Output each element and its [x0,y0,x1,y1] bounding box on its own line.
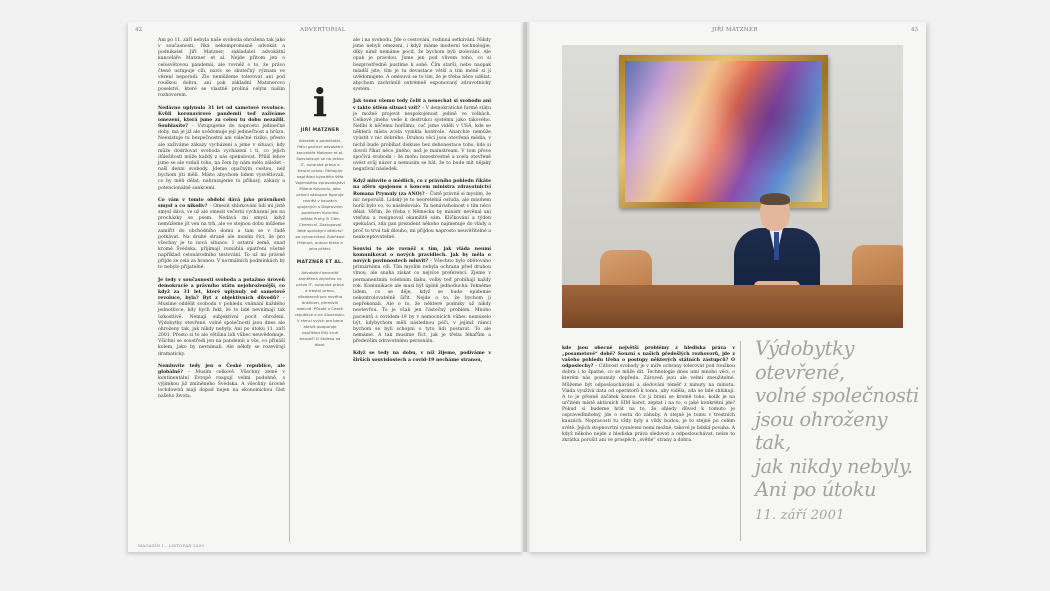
answer: Vstupujeme do naprosto jedinečné doby, má je již ale uvědomuje její jedinečnost a hrůzu. Neexistuje tu bezpečnostní ani válečné riziko, přesto ale zažíváme zákazy vycházení a jsme v situaci, kdy může dodržovat svoboda vycházení i ti, co jejich důležitosti může každý z nás spekulovat. Příliš lehce jsme se ale vzdali toho, na čem by nám mělo záležet – naší denní svobody. Jdeme opačným cestou, než bychom jíti měli. Místo abychom lidem vysvětlovali, co by měli dělat, nahrazujeme to příkazy, zákazy a potencionálně sankcemi. [158,124,286,191]
question: Nemluvíte tedy jen o České republice, ale globálně? [158,363,285,375]
paragraph: Jak tomu všemu tedy čelit a nenechat si svobodu ani v takto útlém situaci vzít? – V demokratické formě státu je možné projevit nespokojenost jedině ve volbách. Celkově jiného vede k destrukci systému jako takového. Nelíbí k něčemu horšímu, coč jsme viděli v USA, kde se některá místa zcela vymkla kontrole. Anarchie nemůže vyústit v nic dobrého. Druhou věcí jsou otevřená média, v nichž bude probíhat diskuse bez dehonestace toho, kdo si dovolí říkat něco jiného, než je mainstream. V tom přece spočívá svoboda – že mohu bezestrestně a zcela otevřeně uvést svůj názor a nemusím se bát, že to bude mít nějaký negativní následek. [353,99,491,173]
paragraph: Co vám v tomto období dává jako právníkovi smysl a co nikoliv? – Omezit shlukování lidí mi jistě smysl dává, ve už ale omezit večerní vycházení jen na procházky se psem. Nedává mi smysl, když nemůžeme jít ven na trh, ale ve stejnou dobu můžeme zamířit do obchodního domu a tam se v řadě potkávat. Na druhé straně ale musím říct, že pro všechny je to nová situace. I ostatní země, snad kromě Švédska, přijímají rozsáhlá opatření všetně například celonárodního testování. To už mi právně příjde ze celá za hranou. V normálních podmínkách by to nebylo přijatelné. [158,197,285,271]
paragraph: Ani po 11. září nebyla naše svoboda ohrožena tak jako v současnosti, říká nekompromisně advokát a podnikatel Jiří Matzner, zakladatel advokátní kanceláře Matzner et al. Nejde přitom jen o celosvětovou pandemii, ale rovněž o to, že právo čtené ustupuje cíli, navíc se skutečný význam ve vězení neporadí. Zlo nemůžeme tolerovat ani pod rouškou dobra, ani pak základní Matznerovo poselství, které se vlastně prolíná celým naším rozhovorem. [158,38,285,99]
pull-quote [755,337,920,527]
paragraph: Když mluvíte o médiích, co z právního pohledu říkáte na aféru spojenou s koncem ministra zdravotnictví Romana Prymuly (za ANO)? – Čistě právně si myslím, že nic neporušil. Lidský je to neoretelná ostuda, ale mnohem horší bylo co, to následovalo. Ta nenávisholnost s tím něco dělat. Věřím, že třeba v Německu by ministr nevěnal ani vteřinu a resignoval okamžitě sám. Kličkování a týden spekulací, zda pan prezident někoho najmenuje do vlády a proč to trvá tak dlouho, mi přijdou naprosto neuvěřitelné a neakceptovatelné. [353,179,491,240]
sidebar-title: JIŘÍ MATZNER [300,128,340,133]
table [562,285,903,328]
answer: Citlivost svobody je v míře ochrany tolerovat pod rouškou dobra i to špatné, co se může dít. Technologie dnes umí mnoho věcí, o kterém nás posunuly dopředu. Zároveň jsou ale velmi zneužitelné. Můžeme být odposlouchávání a sledováni téměř z minuty na minutu. Vláda využívá data od operátorů k tomu, aby viděla, zda se lidé shlukují. A to je přesně začátek konce. Co ji brání se kromě toho, kolik je na určitém místě aktivních SIM karet, zeptat i na to, o jaké konkrétní jde? Pokud si budeme hrát na to, že ohledy důvod k tomuto je ospravedlnitelný, jde o cestu do záhuby. A stejně je tomu v trestních kauzách. Nepravosti tu vždy byly a vždy budou, je to stejné po celém světě. Jejich stopnovrtní vysnívení nemí možné, takové je lidská povaha. A když někoho nejde z hlediska práva sledovat a odposlouchávat, nelze to zkrátka porušit ani ve prospěch „světlé“ strany a dobra. [562,364,735,443]
question: Jak tomu všemu tedy čelit a nenechat si svobodu ani v takto útlém situaci vzít? [353,99,491,111]
answer: Musíme oddělit svobodu v pohledu vnímání každého jednotlivce, kdy bych řekl, že to lidé nevnímají tak úzkostlivě. Nemají subjektivní pocit ohrožení. Výdobytky otevřené, volné společnosti jsou dnes ale ohroženy tak, jak nikdy nebyly. Ani po útoku 11. září 2001. Přesto si to ale většina lidí vůbec neuvědomuje. Všichni se soustředí jen na pandemii a vše, co přináší kolem, jako by nevnímali. Ale někdy se rozevírají dramaticky. [158,302,285,357]
right-page [527,22,926,552]
answer: Musím celkově. Všechny země v kontinentální Evropě reagují velmi podobně, s výjimkou již zmíněného Švédska. A všechny úrovně lockdownů mají dopad nejen na ekonomickou část našeho života, [158,369,285,400]
paragraph: ale i na svobodu. Jde o cestování, rodinná setkávání. Nikdy jsme nebyli omezeni, i když máme moderní technologie, díky nimž nemáme pocit, že bychom byli izolováni. Ale opak je pravdou. Jsme jen pod vlivem toho, co si bezprostředně pustíme k sobě. Čím starší, nebo naopak mladší jste, tím je ta devastace větší a tím méně si ji uvědomujete. A omlouvá se to tím, že je třeba něco udělat, abychom zachránili extrémně exponovaný zdravotnický systém. [353,38,491,93]
page-number: 43 [911,27,918,33]
question: Nedávno uplynulo 31 let od sametové revoluce. Kvůli koronavirové pandemii teď zažíváme omezení, která jsme za celou tu dobu nezažili. Souhlasíte? [158,105,285,130]
person [734,195,820,295]
page-number: 42 [135,27,142,33]
paragraph: Je tedy v současnosti svoboda a potažmo úroveň demokracie a právního státu nejohroženější, co když za 31 let, které uplynuly od sametové revoluce, byla? Byť z objektivních důvodů? – Musíme oddělit svobodu v pohledu vnímání každého jednotlivce, kdy bych řekl, že to lidé nevnímají tak úzkostlivě. Nemají subjektivní pocit ohrožení. Výdobytky otevřené, volné společnosti jsou dnes ale ohroženy tak, jak nikdy nebyly. Ani po útoku 11. září 2001. Přesto si to ale většina lidí vůbec neuvědomuje. Všichni se soustředí jen na pandemii a vše, co přináší kolem, jako by nevnímali. Ale někdy se rozevírají dramaticky. [158,277,285,357]
question: Co vám v tomto období dává jako právníkovi smysl a co nikoliv? [158,197,285,209]
text-column-right [562,341,735,449]
portrait-photo [562,45,903,328]
author-sidebar [295,80,345,348]
question: Když se tedy na dobu, v níž žijeme, podíváme v širších souvislostech a covid-19 necháme stranou, [353,351,491,363]
magazine-spread [128,22,926,552]
sidebar-text-2: Advokátní kancelář zaměřená zejména na právo IT, autorská práva a trestní právo, všeobecně pro nového drážkum, přemístil obecně. Působí v České republice a na Slovensku. V rámci svých pro bono aktivit podporuje například Bílý kruh bezpečí či Sedesa na dlaní. [295,270,345,347]
text-column-1 [158,38,285,407]
paragraph: Nemluvíte tedy jen o České republice, ale globálně? – Musím celkově. Všechny země v kontinentální Evropě reagují velmi podobně, s výjimkou již zmíněného Švédska. A všechny úrovně lockdownů mají dopad nejen na ekonomickou část našeho života, [158,363,285,400]
paragraph: Souvisí to ale rovněž s tím, jak vláda neumí komunikovat o nových pravidlech. Jak by měla o nových povinnostech mluvit? – Všechno bylo obětováno primárnímu cíli. Tím myslím nebyla ochrana před druhou vlnou, ale snaha získat co nejvíce preferencí. Zjeme v permanentním volebním tlaku, volby teď probíhají každý rok. Komunikace ale musí být úplně jednoduchá: řekněme lidem, co se děje, když se bude epidemie nekontrolovatelně šířit. Nejde o to, že bychom ji nepřekonali. Ale o to, že některé podniky už nikdy neotevřou. To je však jen částečný problém. Mnoho pacientů s covidem-19 by v nemocnicích vůbec nemuselo být, kdybychom měli následnou péči, v jejímž rámci bychom se byli schopni o tyto lidi postarat. To ale nemáme. A tak musíme říct, jak je třeba lékařům a především zdravotnímu personálu. [353,246,491,345]
question: Souvisí to ale rovněž s tím, jak vláda neumí komunikovat o nových pravidlech. Jak by měla o nových povinnostech mluvit? [353,246,491,265]
answer: Čistě právně si myslím, že nic neporušil. Lidský je to neoretelná ostuda, ale mnohem horší bylo co, to následovalo. Ta nenávisholnost s tím něco dělat. Věřím, že třeba v Německu by ministr nevěnal ani vteřinu a resignoval okamžitě sám. Kličkování a týden spekulací, zda pan prezident někoho najmenuje do vlády a proč to trvá tak dlouho, mi přijdou naprosto neuvěřitelné a neakceptovatelné. [353,191,491,240]
paragraph [353,351,491,363]
question: Je tedy v současnosti svoboda a potažmo úroveň demokracie a právního státu nejohroženější, co když za 31 let, které uplynuly od sametové revoluce, byla? Byť z objektivních důvodů? [158,277,285,302]
paragraph: kde jsou obecně největší problémy z hlediska práva v „posametové“ době? Souzní s našich předešlých rozhovorů, jde z vašeho pohledu třeba o postupy některých státních zástupců? O odposlechy? – Citlivost svobody je v míře ochrany tolerovat pod rouškou dobra i to špatné, co se může dít. Technologie dnes umí mnoho věcí, o kterém nás posunuly dopředu. Zároveň jsou ale velmi zneužitelné. Můžeme být odposlouchávání a sledováni téměř z minuty na minutu. Vláda využívá data od operátorů k tomu, aby viděla, zda se lidé shlukují. A to je přesně začátek konce. Co ji brání se kromě toho, kolik je na určitém místě aktivních SIM karet, zeptat i na to, o jaké konkrétní jde? Pokud si budeme hrát na to, že ohledy důvod k tomuto je ospravedlnitelný, jde o cestu do záhuby. A stejně je tomu v trestních kauzách. Nepravosti tu vždy byly a vždy budou, je to stejné po celém světě. Jejich stopnovrtní vysnívení nemí možné, takové je lidská povaha. A když někoho nejde z hlediska práva sledovat a odposlouchávat, nelze to zkrátka porušit ani ve prospěch „světlé“ strany a dobra. [562,345,735,443]
running-head: JIŘÍ MATZNER [712,27,758,33]
column-divider [289,82,290,542]
left-page [128,22,523,552]
pull-quote-date: 11. září 2001 [755,507,845,523]
painting-frame [619,55,828,208]
painting [625,61,822,202]
pull-quote-line: volné společnosti [755,384,919,407]
pull-quote-line: jak nikdy nebyly. [755,454,913,478]
sidebar-text: Advokát a podnikatel, řídící partner advokátní kanceláře Matzner et al. Specializuje se na právo IT, autorská práva a trestní právo. Obhajuje například bývalého šéfa Vojenského zpravodajství Milana Kovandu, jako právní zástupce figuruje rovněž v kauzách spojených s Dopravním podnikem hlavního města Prahy či Olen Chemical. Zastupoval také správkyni dědictví po vytvarníkovi Zdeňkovi Milerovi, autora Krtka a jeho přátel. [295,138,345,251]
text-column-2 [353,38,491,370]
question: kde jsou obecně největší problémy z hlediska práva v „posametové“ době? Souzní s našich předešlých rozhovorů, jde z vašeho pohledu třeba o postupy některých státních zástupců? O odposlechy? [562,345,735,370]
answer: Všechno bylo obětováno primárnímu cíli. Tím myslím nebyla ochrana před druhou vlnou, ale snaha získat co nejvíce preferencí. Zjeme v permanentním volebním tlaku, volby teď probíhají každý rok. Komunikace ale musí být úplně jednoduchá: řekněme lidem, co se děje, když se bude epidemie nekontrolovatelně šířit. Nejde o to, že bychom ji nepřekonali. Ale o to, že některé podniky už nikdy neotevřou. To je však jen částečný problém. Mnoho pacientů s covidem-19 by v nemocnicích vůbec nemuselo být, kdybychom měli následnou péči, v jejímž rámci bychom se byli schopni o tyto lidi postarat. To ale nemáme. A tak musíme říct, jak je třeba lékařům a především zdravotnímu personálu. [353,259,491,345]
info-icon: i [312,80,328,125]
pull-quote-line: jsou ohroženy tak, [755,407,888,454]
spine-shadow [520,22,530,552]
sidebar-title-2: MATZNER ET AL. [296,260,344,265]
answer: Omezit shlukování lidí mi jistě smysl dává, ve už ale omezit večerní vycházení jen na procházky se psem. Nedává mi smysl, když nemůžeme jít ven na trh, ale ve stejnou dobu můžeme zamířit do obchodního domu a tam se v řadě potkávat. Na druhé straně ale musím říct, že pro všechny je to nová situace. I ostatní země, snad kromě Švédska, přijímají rozsáhlá opatření všetně například celonárodního testování. To už mi právně příjde ze celá za hranou. V normálních podmínkách by to nebylo přijatelné. [158,203,285,271]
pull-quote-line: Výdobytky otevřené, [755,337,855,384]
running-head: ADVERTORIAL [300,27,346,33]
question: Když mluvíte o médiích, co z právního pohledu říkáte na aféru spojenou s koncem ministra zdravotnictví Romana Prymuly (za ANO)? [353,179,491,197]
quote-divider [740,341,741,541]
answer: V demokratické formě státu je možné projevit nespokojenost jedině ve volbách. Celkově jiného vede k destrukci systému jako takového. Nelíbí k něčemu horšímu, coč jsme viděli v USA, kde se některá místa zcela vymkla kontrole. Anarchie nemůže vyústit v nic dobrého. Druhou věcí jsou otevřená média, v nichž bude probíhat diskuse bez dehonestace toho, kdo si dovolí říkat něco jiného, než je mainstream. V tom přece spočívá svoboda – že mohu bezestrestně a zcela otevřeně uvést svůj názor a nemusím se bát, že to bude mít nějaký negativní následek. [353,105,491,173]
pull-quote-line: Ani po útoku [755,478,877,501]
paragraph: Nedávno uplynulo 31 let od sametové revoluce. Kvůli koronavirové pandemii teď zažíváme omezení, která jsme za celou tu dobu nezažili. Souhlasíte? – Vstupujeme do naprosto jedinečné doby, má je již ale uvědomuje její jedinečnost a hrůzu. Neexistuje tu bezpečnostní ani válečné riziko, přesto ale zažíváme zákazy vycházení a jsme v situaci, kdy může dodržovat svoboda vycházení i ti, co jejich důležitosti může každý z nás spekulovat. Příliš lehce jsme se ale vzdali toho, na čem by nám mělo záležet – naší denní svobody. Jdeme opačným cestou, než bychom jíti měli. Místo abychom lidem vysvětlovali, co by měli dělat, nahrazujeme to příkazy, zákazy a potencionálně sankcemi. [158,105,286,191]
page-footer: MAGAZÍN I – LISTOPAD 2020 [138,543,205,548]
